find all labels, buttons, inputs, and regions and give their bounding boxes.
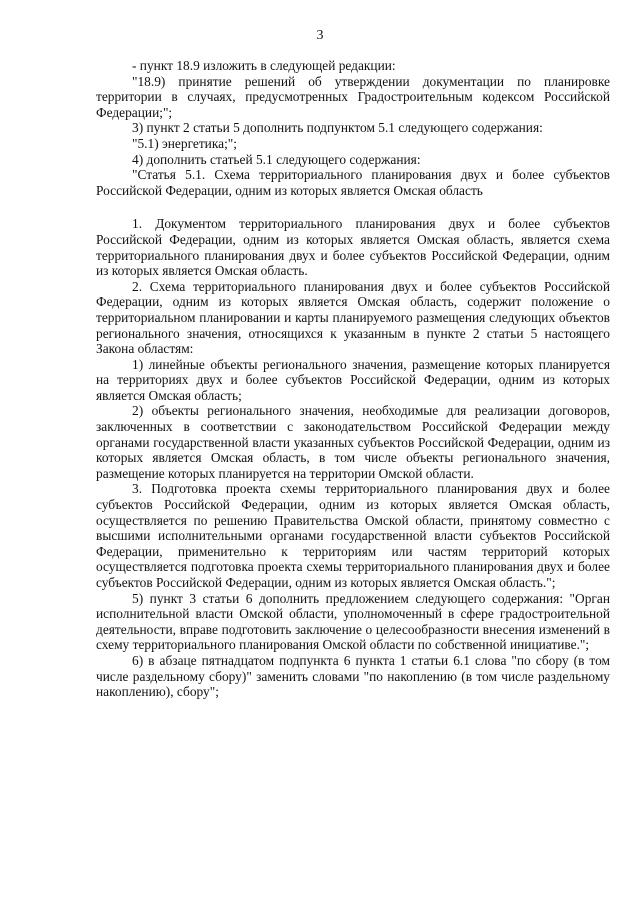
article-5-1-clause-1: 1. Документом территориального планирования двух и более субъектов Российской Федерации, одним из которых является Омская область, является схема территориального планирования двух и более субъектов Российской Федерации, одним из которых является Омская область. [96,216,610,279]
paragraph-amend-4: 4) дополнить статьей 5.1 следующего содержания: [132,151,421,167]
article-5-1-subclause-2: 2) объекты регионального значения, необходимые для реализации договоров, заключенных в соответствии с законодательством Российской Федерации между органами государственной власти указанных субъектов Российской Федерации, одним из которых является Омская область, в том числе объекты регионального значения, размещение которых планируется на территории Омской области. [96,403,610,481]
paragraph-item-18-9-text: "18.9) принятие решений об утверждении документации по планировке территории в случаях, предусмотренных Градостроительным кодексом Российской Федерации;"; [96,73,610,120]
page-number: 3 [316,28,324,43]
paragraph-amend-3: 3) пункт 2 статьи 5 дополнить подпунктом 5.1 следующего содержания: [132,120,543,136]
article-5-1-clause-3: 3. Подготовка проекта схемы территориального планирования двух и более субъектов Российской Федерации, одним из которых является Омская область, осуществляется по решению Правительства Омской области, принятому совместно с высшими исполнительными органами государственной власти субъектов Российской Федерации, применительно к территориям или частям территорий которых осуществляется подготовка проекта схемы территориального планирования двух и более субъектов Российской Федерации, одним из которых является Омская область."; [96,481,610,590]
paragraph-item-18-9: - пункт 18.9 изложить в следующей редакции: [132,58,396,73]
article-5-1-subclause-1: 1) линейные объекты регионального значения, размещение которых планируется на территориях двух и более субъектов Российской Федерации, одним из которых является Омская область; [96,356,610,403]
article-5-1-clause-2: 2. Схема территориального планирования двух и более субъектов Российской Федерации, одним из которых является Омская область, содержит положение о территориальном планировании и карты планируемого размещения следующих объектов регионального значения, относящихся к указанным в пункте 2 статьи 5 настоящего Закона областям: [96,278,610,357]
paragraph-amend-6: 6) в абзаце пятнадцатом подпункта 6 пункта 1 статьи 6.1 слова "по сбору (в том числе раздельному сбору)" заменить словами "по накоплению (в том числе раздельному накоплению), сбору"; [96,652,610,700]
document-body [96,58,610,700]
article-5-1-title: "Статья 5.1. Схема территориального планирования двух и более субъектов Российской Федерации, одним из которых является Омская область [96,167,610,198]
spacer [96,198,610,216]
paragraph-energy: "5.1) энергетика;"; [132,135,237,151]
paragraph-amend-5: 5) пункт 3 статьи 6 дополнить предложением следующего содержания: "Орган исполнительной власти Омской области, уполномоченный в сфере градостроительной деятельности, вправе подготовить заключение о целесообразности внесения изменений в схему территориального планирования Омской области по собственной инициативе."; [96,590,610,653]
